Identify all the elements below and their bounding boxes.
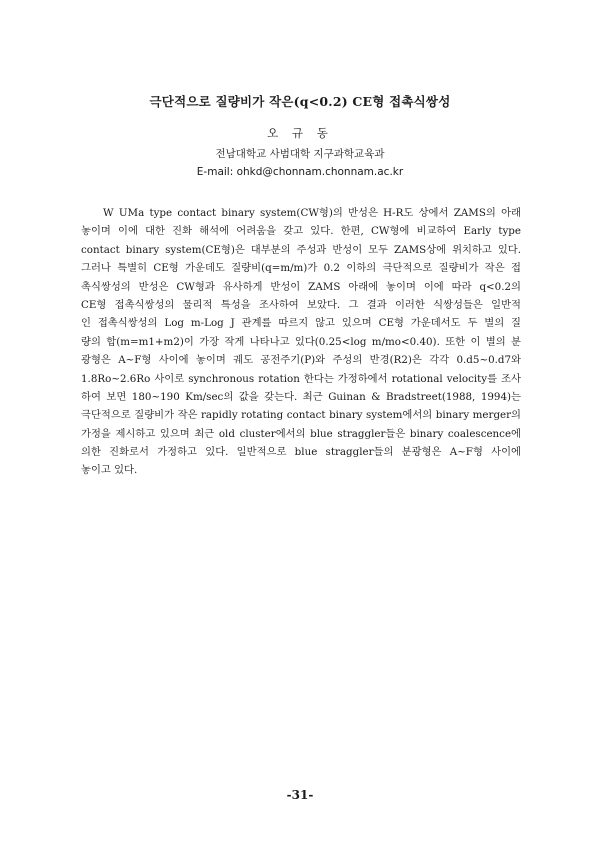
abstract-line: 인 접촉식쌍성의 Log m-Log J 관계를 따르지 않고 있으며 CE형 가운데서도 두 별의 질 — [81, 317, 521, 330]
abstract-line: 의한 진화로서 가정하고 있다. 일반적으로 blue straggler들의 분광형은 A~F형 사이에 — [81, 446, 521, 459]
author-affiliation: 전남대학교 사범대학 지구과학교육과 — [215, 148, 385, 160]
abstract-line: CE형 접촉식쌍성의 물리적 특성을 조사하여 보았다. 그 결과 이러한 식쌍성들은 일반적 — [81, 298, 521, 311]
abstract-line: 촉식쌍성의 반성은 CW형과 유사하게 반성이 ZAMS 아래에 놓이며 이에 따라 q<0.2의 — [81, 280, 521, 293]
author-email: E-mail: ohkd@chonnam.chonnam.ac.kr — [196, 166, 404, 178]
abstract-line: 놓이고 있다. — [81, 464, 138, 477]
author-name: 오 규 동 — [267, 126, 333, 140]
page-number: -31- — [286, 788, 314, 802]
abstract-line: 그러나 특별히 CE형 가운데도 질량비(q=m/m)가 0.2 이하의 극단적으로 질량비가 작은 접 — [81, 262, 521, 275]
abstract-line: W UMa type contact binary system(CW형)의 반성은 H-R도 상에서 ZAMS의 아래 — [103, 207, 521, 219]
abstract-line: contact binary system(CE형)은 대부분의 주성과 반성이 모두 ZAMS상에 위치하고 있다. — [81, 243, 521, 256]
abstract-line: 놓이며 이에 대한 진화 해석에 어려움을 갖고 있다. 한편, CW형에 비교하여 Early type — [81, 225, 521, 238]
abstract-line: 하여 보면 180~190 Km/sec의 값을 갖는다. 최근 Guinan & Bradstreet(1988, 1994)는 — [81, 390, 521, 403]
abstract-line: 가정을 제시하고 있으며 최근 old cluster에서의 blue straggler들은 binary coalescence에 — [81, 427, 521, 440]
abstract-line: 극단적으로 질량비가 작은 rapidly rotating contact binary system에서의 binary merger의 — [81, 409, 521, 422]
abstract-body — [81, 204, 521, 480]
paper-title: 극단적으로 질량비가 작은(q<0.2) CE형 접촉식쌍성 — [149, 94, 451, 109]
abstract-line: 1.8Ro~2.6Ro 사이로 synchronous rotation 한다는 가정하에서 rotational velocity를 조사 — [81, 372, 521, 385]
abstract-line: 광형은 A~F형 사이에 놓이며 궤도 공전주기(P)와 주성의 반경(R2)은 각각 0.d5~0.d7와 — [81, 354, 521, 367]
abstract-line: 량의 합(m=m1+m2)이 가장 작게 나타나고 있다(0.25<log m/mo<0.40). 또한 이 별의 분 — [81, 335, 521, 348]
